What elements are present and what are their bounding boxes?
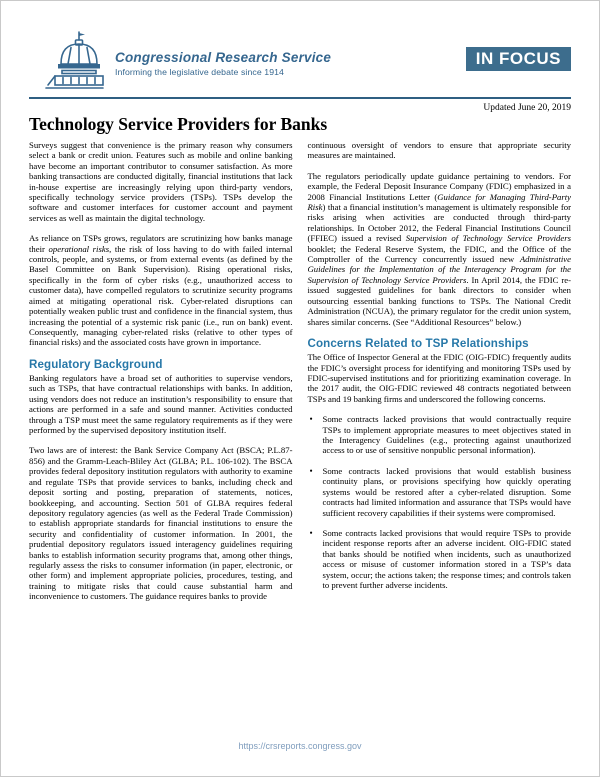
paragraph: As reliance on TSPs grows, regulators are scrutinizing how banks manage their operational risks, the risk of loss having to do with failed internal controls, people, and systems, or from external events (as defined by the Basel Committee on Bank Supervision). Rising operational risks, specifically in the form of cyber risks (e.g., unauthorized access to customer data), have compelled regulators to scrutinize security programs aimed at mitigating operational risk. Cyber-related disruptions can potentially weaken public trust and confidence in the financial system, thus increasing the potential of a systemic risk panic (i.e., run on bank) event. Consequently, managing cyber-related risks (relative to other types of financial risks) and the associated costs have grown in importance. — [29, 233, 293, 348]
section-heading: Regulatory Background — [29, 357, 163, 371]
section-heading: Concerns Related to TSP Relationships — [307, 336, 529, 350]
updated-date: Updated June 20, 2019 — [483, 103, 571, 113]
paragraph: The Office of Inspector General at the FDIC (OIG-FDIC) frequently audits the FDIC’s oversight process for identifying and monitoring TSPs used by FDIC-supervised institutions and for prioritizing examination coverage. In the 2017 audit, the OIG-FDIC reviewed 48 contracts negotiated between TSPs and 19 banking firms and underscored the following concerns. — [307, 352, 571, 404]
bullet-item: • Some contracts lacked provisions that would contractually require TSPs to implement appropriate measures to meet objectives stated in the Interagency Guidelines (e.g., protecting against unauthorized access to or use of sensitive nonpublic personal information). — [308, 414, 572, 456]
paragraph: continuous oversight of vendors to ensure that appropriate security measures are maintained. — [307, 140, 571, 161]
header-rule — [29, 97, 571, 99]
logo-text — [115, 51, 331, 77]
bullet-item: • Some contracts lacked provisions that would require TSPs to provide incident response reports after an adverse incident. OIG-FDIC stated that banks should be notified when incidents, such as unauthorized access or misuse of customer information stored in a TSP’s data system, occur; the actions taken; the response times; and controls taken to prevent further adverse incidents. — [308, 528, 572, 590]
document-footer — [1, 736, 599, 754]
paragraph: Two laws are of interest: the Bank Service Company Act (BSCA; P.L.87-856) and the Gramm-Leach-Bliley Act (GLBA; P.L. 106-102). The BSCA provides federal depository institution regulators with authority to examine and regulate TSPs that provide services to banks, including check and deposit sorting and posting, preparation of statements, notices, bookkeeping, and accounting. Section 501 of GLBA requires federal depository regulatory agencies (as well as the Federal Trade Commission) to establish appropriate standards for financial institutions to ensure the security and confidentiality of customer information. In 2001, the prudential depository regulators issued interagency guidelines requiring banks to establish information security programs that, among other things, regularly assess the risks to consumer information (in paper, electronic, or other form) and implement appropriate policies, procedures, testing, and training to mitigate risks that could cause substantial harm and inconvenience to customers. The guidance requires banks to provide — [29, 445, 293, 602]
left-column — [29, 140, 293, 612]
in-focus-badge: IN FOCUS — [466, 47, 571, 71]
right-column — [308, 140, 572, 612]
org-tagline: Informing the legislative debate since 1914 — [115, 67, 284, 78]
document-header — [1, 1, 599, 94]
bullet-item: • Some contracts lacked provisions that would establish business continuity plans, or provisions specifying how quickly operating systems would be restored after a cyber-related disruption. Some contracts had limited information and assurance that TSPs would have sufficient recovery capabilities if their systems were compromised. — [308, 466, 572, 518]
crs-logo — [45, 31, 331, 94]
capitol-dome-icon — [45, 31, 107, 94]
body-columns — [1, 140, 599, 612]
paragraph: Surveys suggest that convenience is the primary reason why consumers select a bank or credit union. Features such as mobile and online banking have become an important contributor to consumer satisfaction. As more banking transactions are conducted digitally, financial institutions that lack in-house expertise are increasingly relying upon third-party vendors, specifically technology service providers (TSPs). TSPs develop the software and customer interfaces for customer account and payment services as well as maintain the digital technology. — [29, 140, 293, 223]
paragraph: The regulators periodically update guidance pertaining to vendors. For example, the Federal Deposit Insurance Company (FDIC) emphasized in a 2008 Financial Institutions Letter (Guidance for Managing Third-Party Risk) that a financial institution’s management is ultimately responsible for risks arising when activities are conducted through third-party relationships. In October 2012, the Federal Financial Institutions Council (FFIEC) issued a revised Supervision of Technology Service Providers booklet; the Federal Reserve System, the FDIC, and the Office of the Comptroller of the Currency concurrently issued new Administrative Guidelines for the Implementation of the Interagency Program for the Supervision of Technology Service Providers. In April 2014, the FDIC re-issued suggested guidelines for bank directors to consider when outsourcing essential banking functions to TSPs. The National Credit Administration (NCUA), the primary regulator for the credit union system, shares similar concerns. (See “Additional Resources” below.) — [307, 170, 571, 327]
org-name: Congressional Research Service — [115, 50, 332, 65]
footer-link[interactable]: https://crsreports.congress.gov — [238, 741, 362, 751]
paragraph: Banking regulators have a broad set of authorities to supervise vendors, such as TSPs, that have contractual relationships with banks. In addition, using vendors does not reduce an institution’s responsibility to ensure that actions are performed in a safe and sound manner. Activities conducted through a TSP must meet the same regulatory requirements as if they were performed by the supervised depository institution itself. — [29, 373, 293, 436]
page-title: Technology Service Providers for Banks — [29, 114, 328, 134]
